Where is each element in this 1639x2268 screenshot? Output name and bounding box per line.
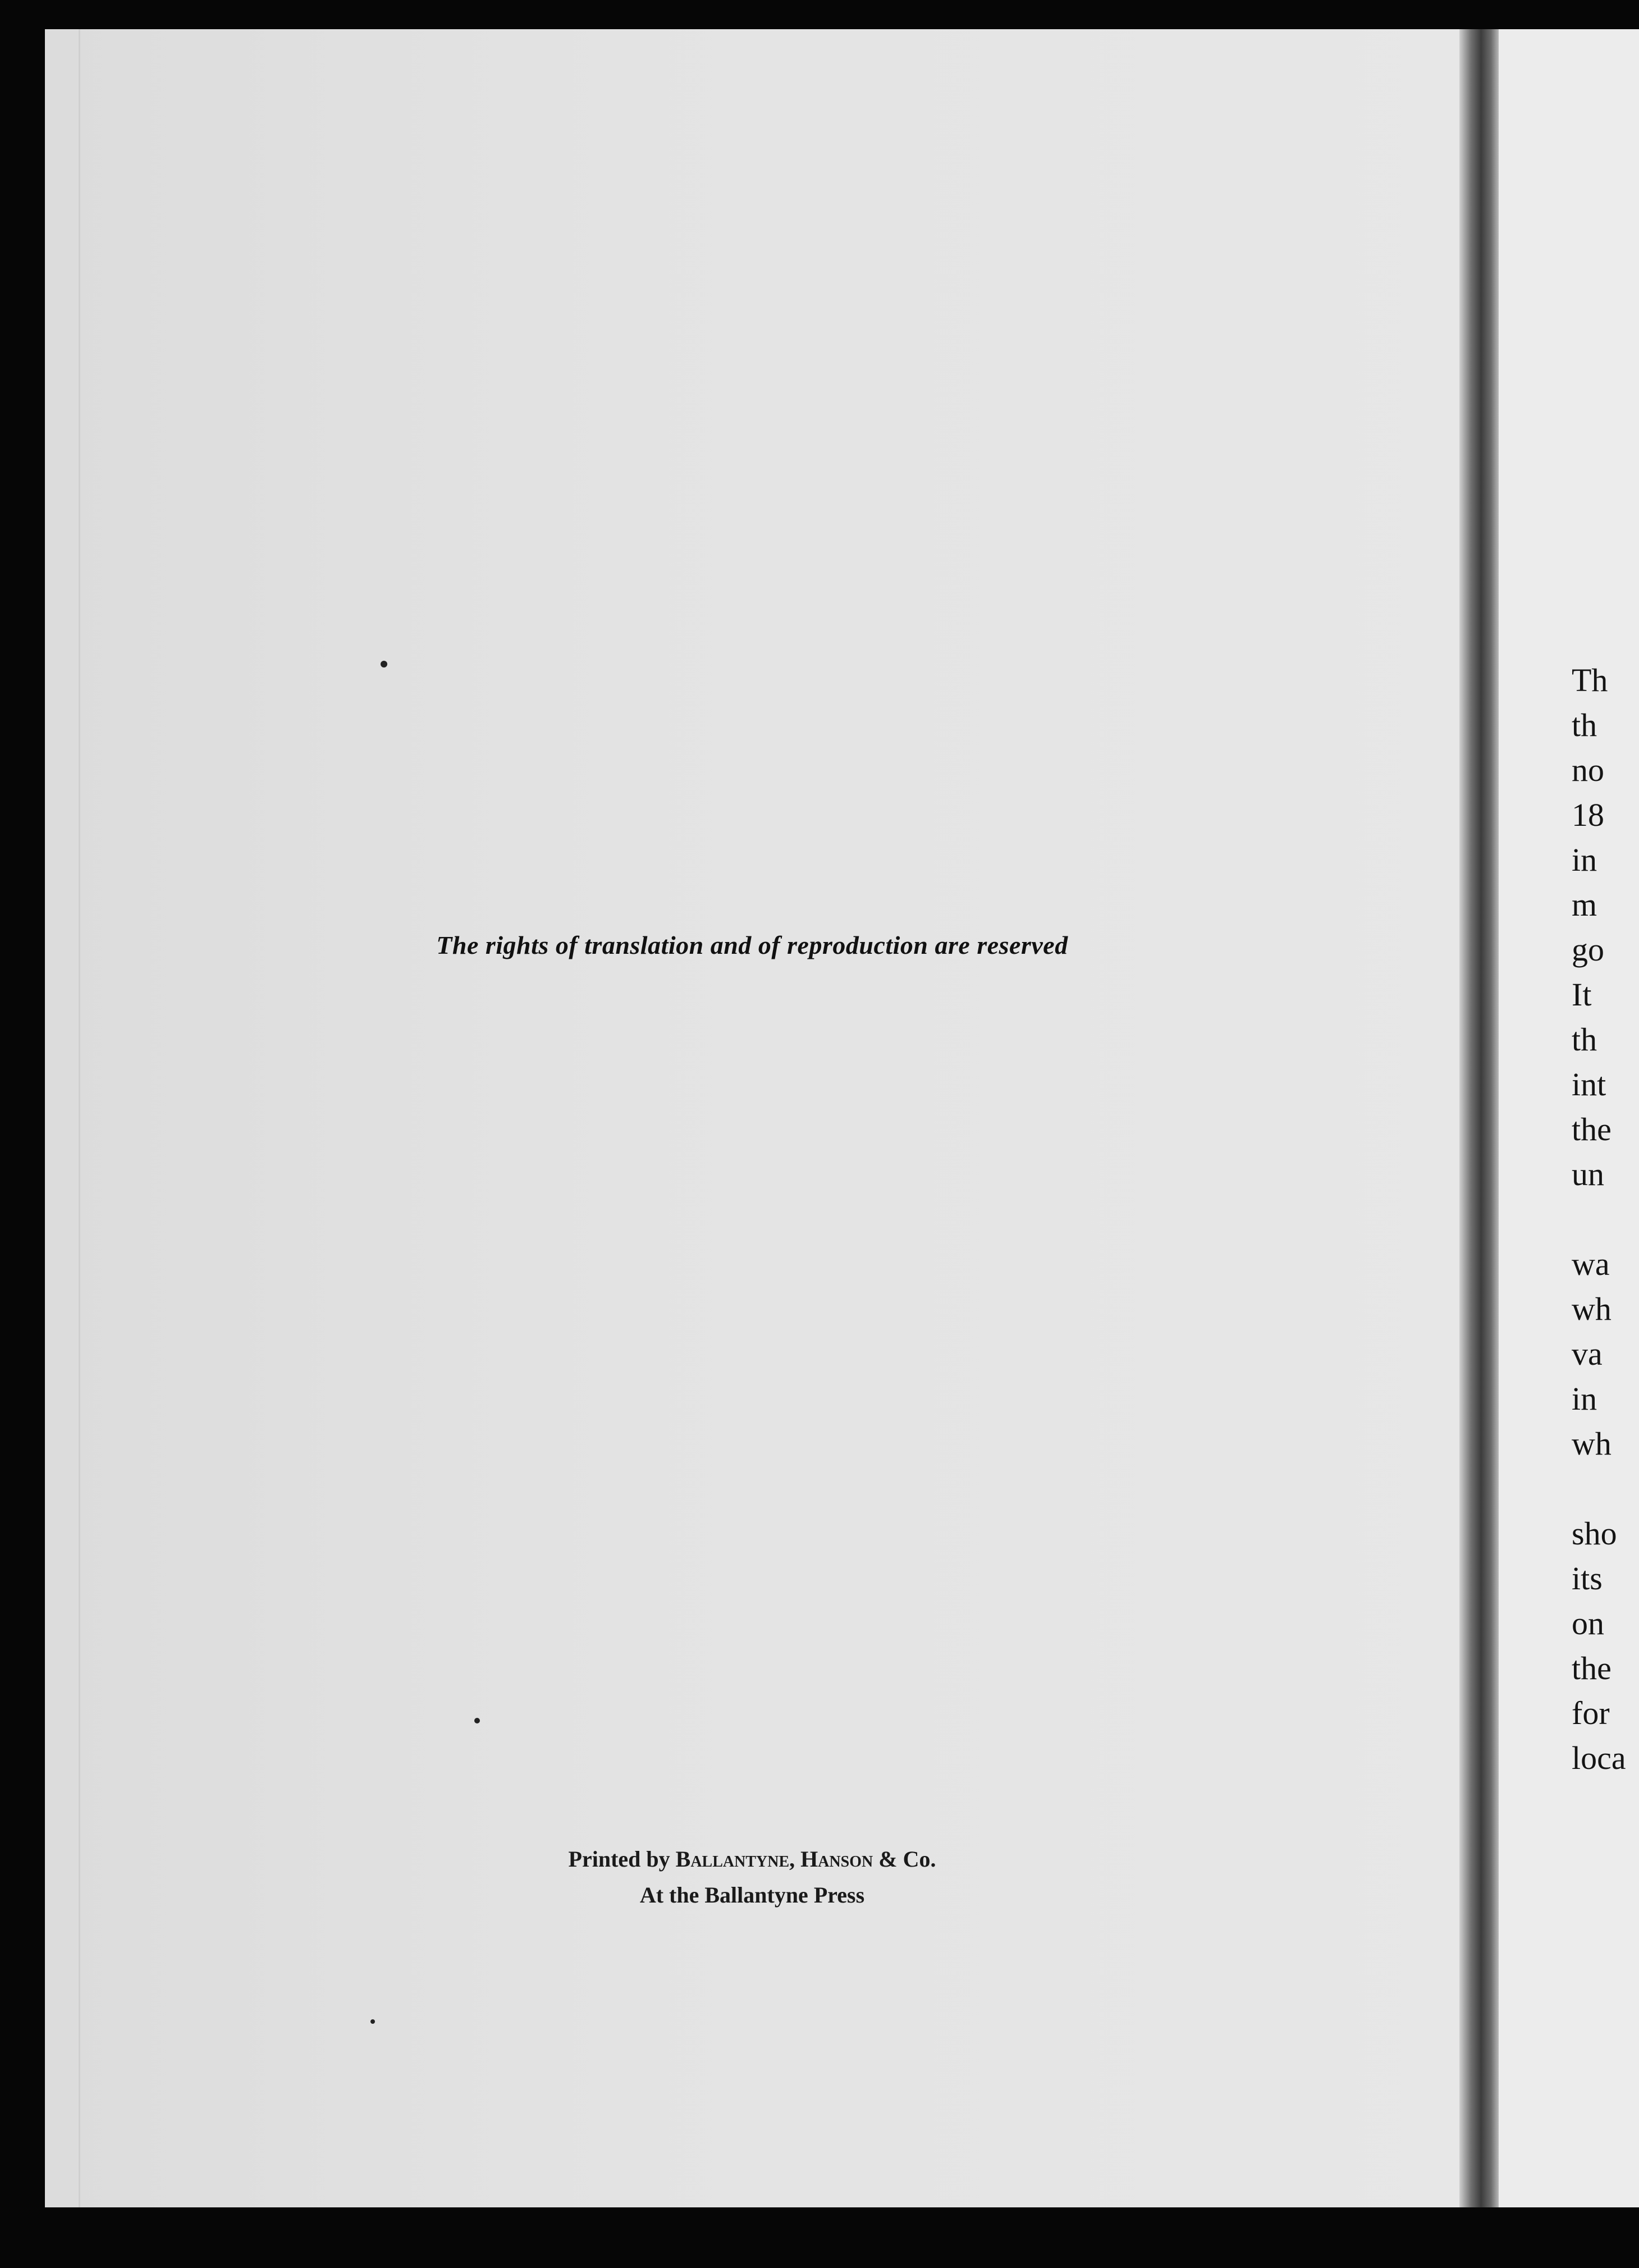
text-fragment: int — [1572, 1066, 1606, 1103]
text-fragment: the — [1572, 1111, 1611, 1147]
printer-imprint — [45, 1841, 1459, 1913]
text-fragment: m — [1572, 886, 1597, 923]
text-fragment: go — [1572, 931, 1604, 968]
text-fragment: It — [1572, 976, 1592, 1013]
text-fragment: un — [1572, 1156, 1604, 1192]
printer-line-1 — [45, 1841, 1459, 1877]
text-fragment: wa — [1572, 1246, 1610, 1282]
rights-notice: The rights of translation and of reproduction are reserved — [436, 931, 1068, 959]
text-fragment: th — [1572, 1021, 1597, 1058]
paragraph-gap — [1499, 1466, 1639, 1511]
ink-speck — [370, 2019, 375, 2024]
text-fragment: loca — [1572, 1740, 1626, 1776]
text-fragment: in — [1572, 1380, 1597, 1417]
text-fragment: for — [1572, 1695, 1610, 1731]
text-fragment: its — [1572, 1560, 1603, 1597]
text-fragment: wh — [1572, 1425, 1611, 1462]
left-page — [45, 29, 1459, 2207]
text-fragment: on — [1572, 1605, 1604, 1641]
text-fragment: in — [1572, 842, 1597, 878]
paragraph-gap — [1499, 1197, 1639, 1242]
book-gutter — [1459, 29, 1499, 2207]
text-fragment: no — [1572, 752, 1604, 788]
bleed-through-shadow — [337, 240, 375, 336]
printer-prefix: Printed by — [568, 1846, 676, 1872]
text-fragment: sho — [1572, 1515, 1617, 1552]
text-fragment: va — [1572, 1336, 1603, 1372]
printer-name: Ballantyne, Hanson — [675, 1846, 873, 1872]
text-fragment: the — [1572, 1650, 1611, 1686]
text-fragment: 18 — [1572, 797, 1604, 833]
ink-speck — [474, 1718, 480, 1723]
right-page-edge — [1499, 29, 1639, 2207]
text-fragment: wh — [1572, 1291, 1611, 1327]
text-fragment: Th — [1572, 662, 1608, 698]
printer-suffix: & Co. — [873, 1846, 936, 1872]
right-page-text-fragments — [1499, 658, 1639, 1781]
text-fragment: th — [1572, 707, 1597, 743]
printer-line-2: At the Ballantyne Press — [639, 1882, 865, 1908]
ink-speck — [381, 661, 387, 667]
